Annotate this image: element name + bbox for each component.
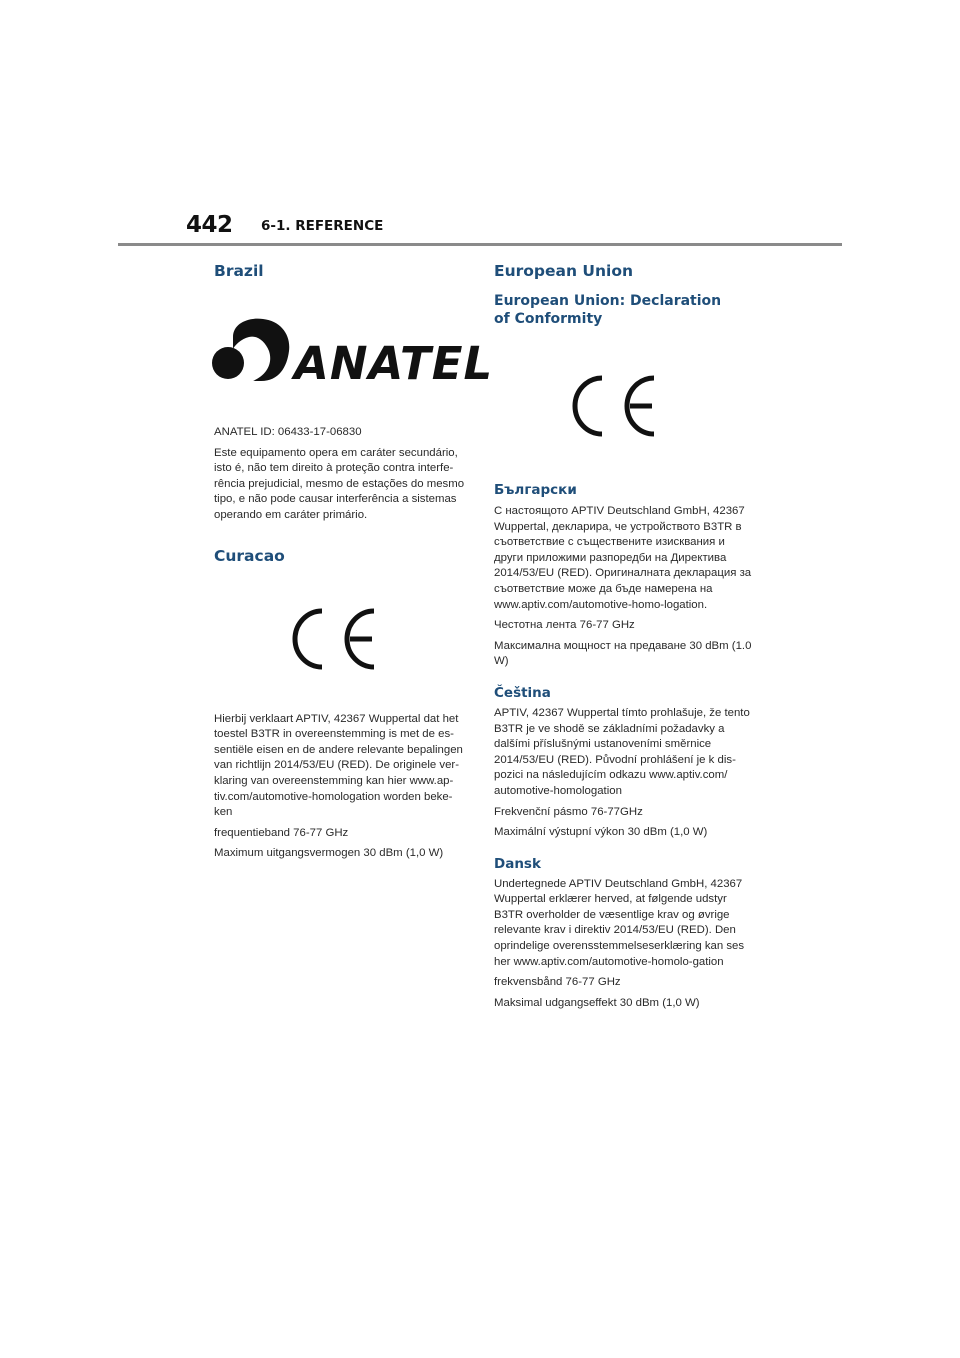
curacao-heading: Curacao: [214, 546, 285, 565]
anatel-logo: [211, 315, 494, 390]
ce-mark-icon: [572, 374, 662, 438]
header-divider: [118, 243, 842, 246]
danish-power: Maksimal udgangseffekt 30 dBm (1,0 W): [494, 996, 700, 1009]
czech-band: Frekvenční pásmo 76-77GHz: [494, 805, 643, 818]
bulgarian-paragraph: С настоящото APTIV Deutschland GmbH, 42367 Wuppertal, декларира, че устройството B3TR в съответствие с съществените изисквания и други приложими разпоредби на Директива 2014/53/EU (RED). Оригиналната декларация за съответствие може да бъде намерена на www.aptiv.com/automotive-homo-logation.: [494, 505, 752, 611]
danish-paragraph: Undertegnede APTIV Deutschland GmbH, 42367 Wuppertal erklærer herved, at følgende udstyr B3TR overholder de væsentlige krav og øvrige relevante krav i direktiv 2014/53/EU (RED). Den oprindelige overensstemmelseserklæring kan ses her www.aptiv.com/automotive-homolo-gation: [494, 877, 745, 968]
curacao-power: Maximum uitgangsvermogen 30 dBm (1,0 W): [214, 847, 444, 860]
bulgarian-band: Честотна лента 76-77 GHz: [494, 619, 635, 632]
brazil-heading: Brazil: [214, 262, 264, 280]
bulgarian-power: Максимална мощност на предаване 30 dBm (1.0 W): [494, 639, 752, 668]
section-title: 6-1. REFERENCE: [261, 218, 384, 234]
curacao-paragraph: Hierbij verklaart APTIV, 42367 Wuppertal dat het toestel B3TR in overeenstemming is met de es-sentiële eisen en de andere relevante bepalingen van richtlijn 2014/53/EU (RED). De originele ver-klaring van overeenstemming kan hier www.ap-tiv.com/automotive-homologation worden beke-ken: [214, 712, 463, 819]
danish-band: frekvensbånd 76-77 GHz: [494, 976, 621, 989]
bulgarian-heading: Български: [494, 482, 577, 498]
czech-power: Maximální výstupní výkon 30 dBm (1,0 W): [494, 826, 708, 839]
anatel-logo-text: ANATEL: [294, 337, 494, 390]
left-column: [214, 262, 494, 862]
ce-mark-icon: [292, 607, 382, 671]
czech-heading: Čeština: [494, 684, 551, 701]
curacao-band: frequentieband 76-77 GHz: [214, 826, 349, 839]
page-number: 442: [186, 212, 233, 238]
eu-declaration-heading: European Union: Declaration of Conformity: [494, 293, 722, 327]
brazil-paragraph: Este equipamento opera em caráter secundário, isto é, não tem direito à proteção contra interfe-rência prejudicial, mesmo de estações do mesmo tipo, e não pode causar interferência a sistemas operando em caráter primário.: [214, 446, 465, 521]
right-column: [494, 262, 756, 1011]
danish-heading: Dansk: [494, 855, 541, 872]
eu-heading: European Union: [494, 262, 634, 280]
anatel-id: ANATEL ID: 06433-17-06830: [214, 426, 362, 438]
czech-paragraph: APTIV, 42367 Wuppertal tímto prohlašuje, že tento B3TR je ve shodě se základními požadavky a dalšími příslušnými ustanoveními směrnice 2014/53/EU (RED). Původní prohlášení je k dis-pozici na následujícím odkazu www.aptiv.com/ automotive-homologation: [494, 706, 750, 797]
